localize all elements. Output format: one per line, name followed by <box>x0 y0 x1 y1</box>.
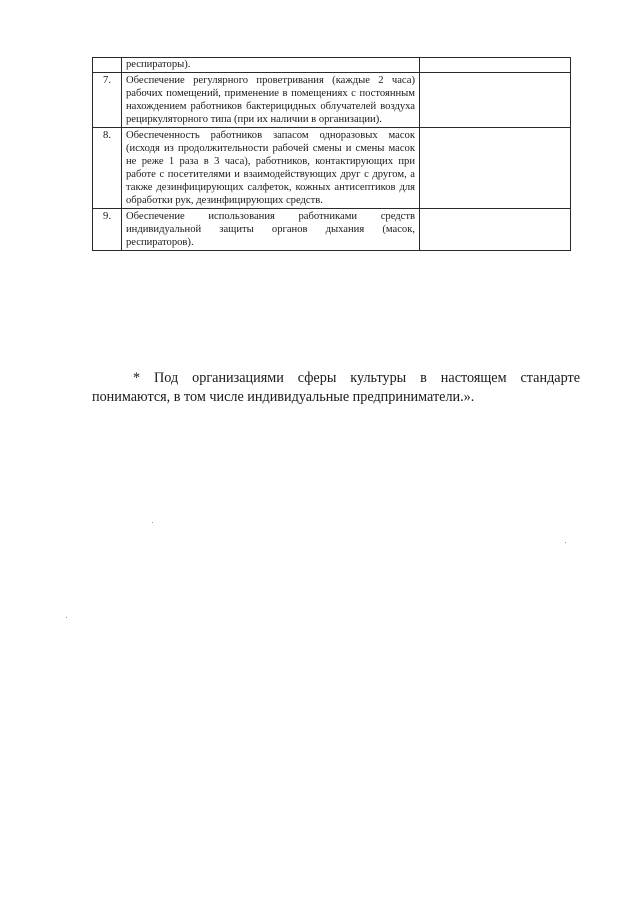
row-number: 9. <box>93 209 122 251</box>
table-row <box>93 58 571 73</box>
row-measure-text: Обеспечение регулярного проветривания (каждые 2 часа) рабочих помещений, применение в помещениях с постоянным нахождением работников бактерицидных облучателей воздуха рециркуляторного типа (при их наличии в организации). <box>122 73 420 128</box>
row-extra-cell <box>420 209 571 251</box>
row-extra-cell <box>420 128 571 209</box>
row-extra-cell <box>420 58 571 73</box>
scan-speck <box>565 542 566 543</box>
footnote: * Под организациями сферы культуры в настоящем стандарте понимаются, в том числе индивидуальные предприниматели.». <box>92 370 580 406</box>
measures-table <box>92 57 571 251</box>
row-measure-text: Обеспечение использования работниками средств индивидуальной защиты органов дыхания (масок, респираторов). <box>122 209 420 251</box>
row-extra-cell <box>420 73 571 128</box>
table-row <box>93 73 571 128</box>
row-number: 7. <box>93 73 122 128</box>
table-row <box>93 128 571 209</box>
row-measure-text: респираторы). <box>122 58 420 73</box>
row-measure-text: Обеспеченность работников запасом одноразовых масок (исходя из продолжительности рабочей смены и смены масок не реже 1 раза в 3 часа), работников, контактирующих при работе с посетителями и взаимодействующих друг с другом, а также дезинфицирующих салфеток, кожных антисептиков для обработки рук, дезинфицирующих средств. <box>122 128 420 209</box>
row-number <box>93 58 122 73</box>
row-number: 8. <box>93 128 122 209</box>
scan-speck <box>152 522 153 523</box>
scan-speck <box>66 617 67 618</box>
table-row <box>93 209 571 251</box>
